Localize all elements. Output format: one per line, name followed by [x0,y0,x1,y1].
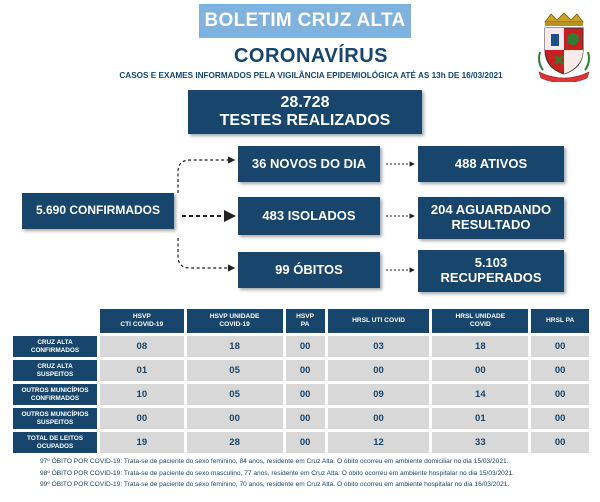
table-cell: 03 [328,336,430,357]
table-row [13,384,589,405]
table-header-row [13,309,589,333]
table-cell: 05 [187,384,283,405]
table-cell: 00 [531,384,589,405]
table-cell: 05 [187,360,283,381]
table-cell: 19 [100,432,184,453]
row-header: OUTROS MUNICÍPIOS SUSPEITOS [13,408,97,429]
table-cell: 14 [432,384,528,405]
column-header: HRSL UNIDADE COVID [432,309,528,333]
novos-box: 36 NOVOS DO DIA [238,146,380,182]
row-header: CRUZ ALTA SUSPEITOS [13,360,97,381]
death-note: 97º ÓBITO POR COVID-19: Trata-se de paciente do sexo feminino, 84 anos, residente em Cruz Alta. O óbito ocorreu em ambiente domiciliar no dia 15/03/2021. [40,458,509,465]
table-cell: 00 [286,360,325,381]
table-row [13,360,589,381]
aguardando-box: 204 AGUARDANDO RESULTADO [418,197,564,239]
table-row [13,432,589,453]
bulletin-header: BOLETIM CRUZ ALTA [199,4,411,38]
table-cell: 00 [100,408,184,429]
table-cell: 00 [328,408,430,429]
table-cell: 18 [432,336,528,357]
recuperados-box: 5.103 RECUPERADOS [418,250,564,292]
column-header: HSVP UNIDADE COVID-19 [187,309,283,333]
table-row [13,336,589,357]
death-note: 98º ÓBITO POR COVID-19: Trata-se de paciente do sexo masculino, 77 anos, residente em Cruz Alta. O óbito ocorreu em ambiente hospitalar no dia 15/03/2021. [40,469,514,477]
table-cell: 00 [187,408,283,429]
table-cell: 00 [286,432,325,453]
table-cell: 00 [531,360,589,381]
isolados-box: 483 ISOLADOS [238,197,380,235]
table-cell: 10 [100,384,184,405]
ativos-box: 488 ATIVOS [418,146,564,182]
row-header: TOTAL DE LEITOS OCUPADOS [13,432,97,453]
arrow-to-obitos [178,238,234,268]
column-header: HRSL UTI COVID [328,309,430,333]
hospital-occupancy-table [10,306,592,456]
obitos-box: 99 ÓBITOS [238,252,380,288]
table-cell: 00 [531,408,589,429]
table-cell: 00 [432,360,528,381]
table-cell: 12 [328,432,430,453]
death-notes [40,456,596,491]
column-header: HSVP PA [286,309,325,333]
table-cell: 33 [432,432,528,453]
arrow-to-novos [178,160,234,193]
testes-value: 28.728 [280,93,330,111]
row-header: OUTROS MUNICÍPIOS CONFIRMADOS [13,384,97,405]
column-header: HRSL PA [531,309,589,333]
page-subtitle: CASOS E EXAMES INFORMADOS PELA VIGILÂNCIA EPIDEMIOLÓGICA ATÉ AS 13h DE 16/03/2021 [119,71,503,80]
confirmados-box: 5.690 CONFIRMADOS [22,193,174,229]
table-cell: 09 [328,384,430,405]
table-cell: 18 [187,336,283,357]
table-row [13,408,589,429]
column-header: HSVP CTI COVID-19 [100,309,184,333]
table-cell: 00 [286,384,325,405]
table-corner [13,309,97,333]
table-cell: 08 [100,336,184,357]
table-cell: 28 [187,432,283,453]
page-title: CORONAVÍRUS [233,45,389,67]
testes-label: TESTES REALIZADOS [219,112,391,129]
table-cell: 01 [100,360,184,381]
row-header: CRUZ ALTA CONFIRMADOS [13,336,97,357]
table-cell: 00 [531,432,589,453]
table-cell: 00 [328,360,430,381]
table-cell: 01 [432,408,528,429]
table-cell: 00 [286,336,325,357]
table-cell: 00 [531,336,589,357]
table-cell: 00 [286,408,325,429]
death-note: 99º ÓBITO POR COVID-19: Trata-se de paciente do sexo feminino, 70 anos, residente em Cruz Alta. O óbito ocorreu em ambiente hospitalar no dia 16/03/2021. [40,481,510,488]
